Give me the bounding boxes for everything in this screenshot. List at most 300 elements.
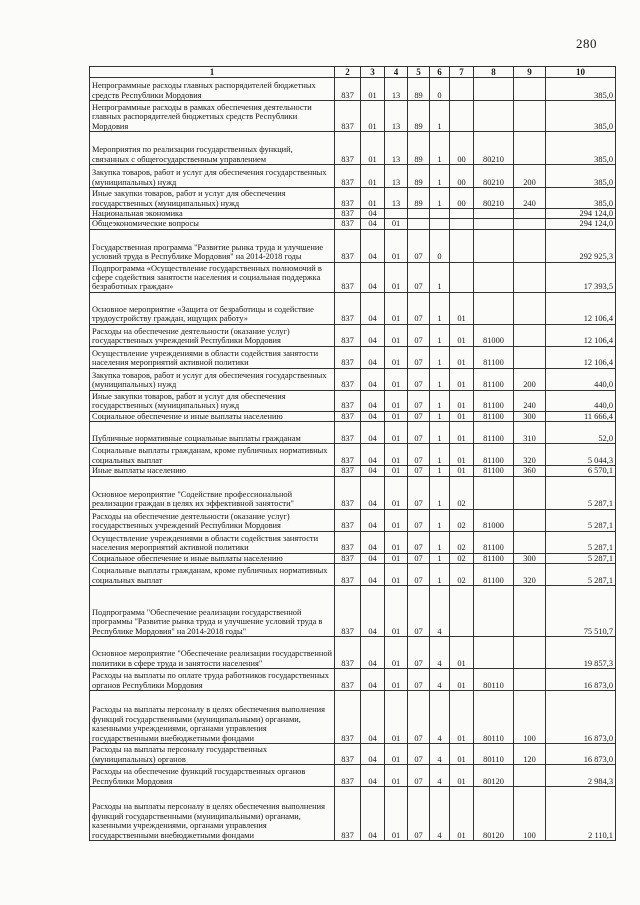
section-cell: 04 [361,209,385,219]
subprogram-cell: 1 [430,292,450,324]
amount-cell: 440,0 [546,390,616,411]
program-cell: 07 [408,466,430,476]
budget-table [89,66,616,841]
activity-cell [450,219,474,229]
row-name-cell: Закупка товаров, работ и услуг для обеспечения государственных (муниципальных) нужд [90,165,335,188]
subsection-cell: 01 [385,637,408,669]
program-cell: 07 [408,531,430,553]
row-name-cell: Осуществление учреждениями в области содействия занятости населения мероприятий активной политики [90,346,335,368]
grbs-cell: 837 [335,324,361,346]
subprogram-cell: 1 [430,346,450,368]
amount-cell: 12 106,4 [546,324,616,346]
activity-cell: 00 [450,188,474,209]
grbs-cell: 837 [335,422,361,444]
subprogram-cell: 4 [430,691,450,744]
row-name-cell: Основное мероприятие "Содействие профессиональной реализации граждан в целях их эффективной занятости" [90,476,335,509]
expense-type-cell: 310 [514,422,546,444]
grbs-cell: 837 [335,586,361,637]
section-cell: 04 [361,564,385,586]
table-row [90,346,616,368]
activity-cell: 01 [450,637,474,669]
grbs-cell: 837 [335,744,361,765]
direction-cell [474,586,514,637]
expense-type-cell [514,262,546,292]
section-cell: 04 [361,787,385,841]
expense-type-cell [514,209,546,219]
amount-cell: 385,0 [546,101,616,132]
table-row [90,531,616,553]
subsection-cell: 13 [385,188,408,209]
activity-cell: 01 [450,292,474,324]
amount-cell: 385,0 [546,188,616,209]
grbs-cell: 837 [335,411,361,421]
direction-cell: 80110 [474,744,514,765]
program-cell [408,219,430,229]
grbs-cell: 837 [335,509,361,531]
row-name-cell: Социальное обеспечение и иные выплаты населению [90,411,335,421]
expense-type-cell [514,219,546,229]
subsection-cell: 01 [385,390,408,411]
section-cell: 04 [361,219,385,229]
table-row [90,390,616,411]
section-cell: 04 [361,262,385,292]
expense-type-cell: 200 [514,368,546,390]
subprogram-cell: 1 [430,466,450,476]
section-cell: 04 [361,292,385,324]
table-row [90,476,616,509]
expense-type-cell [514,346,546,368]
direction-cell [474,219,514,229]
amount-cell: 19 857,3 [546,637,616,669]
subsection-cell: 13 [385,165,408,188]
program-cell: 07 [408,637,430,669]
subsection-cell: 01 [385,219,408,229]
subsection-cell: 01 [385,531,408,553]
expense-type-cell: 240 [514,188,546,209]
subsection-cell: 01 [385,509,408,531]
direction-cell: 81100 [474,553,514,563]
direction-cell: 80110 [474,691,514,744]
expense-type-cell [514,229,546,262]
table-row [90,292,616,324]
activity-cell: 01 [450,422,474,444]
activity-cell: 01 [450,324,474,346]
grbs-cell: 837 [335,209,361,219]
activity-cell: 01 [450,346,474,368]
amount-cell: 75 510,7 [546,586,616,637]
row-name-cell: Непрограммные расходы в рамках обеспечения деятельности главных распорядителей бюджетных средств Республики Мордовия [90,101,335,132]
amount-cell: 294 124,0 [546,219,616,229]
activity-cell [450,586,474,637]
subprogram-cell: 1 [430,101,450,132]
row-name-cell: Мероприятия по реализации государственных функций, связанных с общегосударственным управлением [90,132,335,165]
section-cell: 04 [361,368,385,390]
program-cell [408,209,430,219]
section-cell: 04 [361,444,385,466]
activity-cell: 01 [450,765,474,787]
grbs-cell: 837 [335,262,361,292]
table-row [90,422,616,444]
subprogram-cell: 0 [430,229,450,262]
table-row [90,765,616,787]
grbs-cell: 837 [335,553,361,563]
expense-type-cell [514,669,546,691]
section-cell: 04 [361,744,385,765]
program-cell: 07 [408,444,430,466]
activity-cell: 00 [450,132,474,165]
table-row [90,669,616,691]
header-cell: 9 [514,67,546,78]
program-cell: 07 [408,691,430,744]
table-body [90,78,616,841]
expense-type-cell [514,765,546,787]
grbs-cell: 837 [335,787,361,841]
section-cell: 01 [361,132,385,165]
direction-cell [474,101,514,132]
grbs-cell: 837 [335,476,361,509]
activity-cell: 01 [450,744,474,765]
expense-type-cell [514,132,546,165]
row-name-cell: Общеэкономические вопросы [90,219,335,229]
grbs-cell: 837 [335,292,361,324]
direction-cell: 81100 [474,466,514,476]
row-name-cell: Расходы на обеспечение деятельности (оказание услуг) государственных учреждений Республики Мордовия [90,324,335,346]
direction-cell: 81100 [474,531,514,553]
grbs-cell: 837 [335,531,361,553]
table-row [90,509,616,531]
subprogram-cell: 4 [430,586,450,637]
row-name-cell: Закупка товаров, работ и услуг для обеспечения государственных (муниципальных) нужд [90,368,335,390]
program-cell: 89 [408,188,430,209]
direction-cell: 81100 [474,422,514,444]
activity-cell: 01 [450,411,474,421]
table-row [90,411,616,421]
program-cell: 07 [408,411,430,421]
section-cell: 01 [361,165,385,188]
grbs-cell: 837 [335,444,361,466]
activity-cell [450,101,474,132]
direction-cell: 81100 [474,390,514,411]
row-name-cell: Расходы на выплаты по оплате труда работников государственных органов Республики Мордовия [90,669,335,691]
table-row [90,78,616,101]
section-cell: 04 [361,390,385,411]
direction-cell: 80210 [474,165,514,188]
program-cell: 07 [408,669,430,691]
section-cell: 04 [361,553,385,563]
expense-type-cell: 360 [514,466,546,476]
program-cell: 89 [408,78,430,101]
direction-cell: 81000 [474,509,514,531]
subprogram-cell: 4 [430,765,450,787]
section-cell: 04 [361,586,385,637]
row-name-cell: Расходы на обеспечение функций государственных органов Республики Мордовия [90,765,335,787]
activity-cell: 02 [450,476,474,509]
amount-cell: 2 110,1 [546,787,616,841]
section-cell: 04 [361,324,385,346]
section-cell: 04 [361,346,385,368]
grbs-cell: 837 [335,132,361,165]
expense-type-cell [514,476,546,509]
table-row [90,444,616,466]
row-name-cell: Публичные нормативные социальные выплаты гражданам [90,422,335,444]
row-name-cell: Непрограммные расходы главных распорядителей бюджетных средств Республики Мордовия [90,78,335,101]
table-row [90,188,616,209]
amount-cell: 6 570,1 [546,466,616,476]
expense-type-cell: 120 [514,744,546,765]
subsection-cell: 01 [385,586,408,637]
table-row [90,101,616,132]
subsection-cell: 01 [385,292,408,324]
program-cell: 89 [408,165,430,188]
section-cell: 04 [361,422,385,444]
activity-cell: 01 [450,466,474,476]
page-number: 280 [576,36,597,51]
activity-cell: 02 [450,553,474,563]
subsection-cell: 01 [385,466,408,476]
program-cell: 07 [408,346,430,368]
activity-cell: 00 [450,165,474,188]
program-cell: 07 [408,765,430,787]
subsection-cell: 01 [385,476,408,509]
subprogram-cell: 1 [430,411,450,421]
subsection-cell: 01 [385,553,408,563]
activity-cell: 01 [450,444,474,466]
subprogram-cell [430,209,450,219]
direction-cell: 81000 [474,324,514,346]
table-row [90,132,616,165]
row-name-cell: Расходы на обеспечение деятельности (оказание услуг) государственных учреждений Республики Мордовия [90,509,335,531]
subprogram-cell: 0 [430,78,450,101]
row-name-cell: Социальное обеспечение и иные выплаты населению [90,553,335,563]
expense-type-cell: 300 [514,553,546,563]
activity-cell [450,78,474,101]
grbs-cell: 837 [335,78,361,101]
direction-cell: 80210 [474,188,514,209]
subprogram-cell: 1 [430,531,450,553]
amount-cell: 16 873,0 [546,744,616,765]
activity-cell: 02 [450,564,474,586]
program-cell: 07 [408,476,430,509]
activity-cell: 01 [450,787,474,841]
row-name-cell: Иные закупки товаров, работ и услуг для обеспечения государственных (муниципальных) нужд [90,390,335,411]
amount-cell: 16 873,0 [546,669,616,691]
program-cell: 89 [408,101,430,132]
subsection-cell: 01 [385,669,408,691]
section-cell: 04 [361,476,385,509]
row-name-cell: Расходы на выплаты персоналу государственных (муниципальных) органов [90,744,335,765]
row-name-cell: Иные выплаты населению [90,466,335,476]
grbs-cell: 837 [335,691,361,744]
section-cell: 04 [361,466,385,476]
grbs-cell: 837 [335,368,361,390]
row-name-cell: Основное мероприятие "Обеспечение реализации государственной политики в сфере труда и занятости населения" [90,637,335,669]
subsection-cell: 01 [385,744,408,765]
header-row [90,67,616,78]
table-row [90,368,616,390]
row-name-cell: Осуществление учреждениями в области содействия занятости населения мероприятий активной политики [90,531,335,553]
subprogram-cell: 1 [430,422,450,444]
expense-type-cell: 240 [514,390,546,411]
subprogram-cell: 1 [430,444,450,466]
program-cell: 07 [408,744,430,765]
section-cell: 04 [361,531,385,553]
direction-cell [474,262,514,292]
header-cell: 4 [385,67,408,78]
row-name-cell: Национальная экономика [90,209,335,219]
grbs-cell: 837 [335,669,361,691]
expense-type-cell [514,531,546,553]
section-cell: 04 [361,669,385,691]
amount-cell: 2 984,3 [546,765,616,787]
table-row [90,262,616,292]
row-name-cell: Основное мероприятие «Защита от безработицы и содействие трудоустройству граждан, ищущих работу» [90,292,335,324]
amount-cell: 385,0 [546,165,616,188]
section-cell: 01 [361,101,385,132]
grbs-cell: 837 [335,390,361,411]
grbs-cell: 837 [335,765,361,787]
section-cell: 01 [361,78,385,101]
amount-cell: 5 287,1 [546,509,616,531]
program-cell: 07 [408,368,430,390]
amount-cell: 5 287,1 [546,531,616,553]
subsection-cell: 01 [385,444,408,466]
header-cell: 10 [546,67,616,78]
activity-cell: 02 [450,531,474,553]
subprogram-cell: 1 [430,132,450,165]
section-cell: 01 [361,188,385,209]
subsection-cell: 01 [385,368,408,390]
row-name-cell: Подпрограмма "Обеспечение реализации государственной программы "Развитие рынка труда и улучшение условий труда в Республике Мордовия" на 2014-2018 годы" [90,586,335,637]
activity-cell: 01 [450,368,474,390]
subprogram-cell: 1 [430,476,450,509]
program-cell: 07 [408,262,430,292]
subsection-cell: 01 [385,262,408,292]
subsection-cell: 01 [385,346,408,368]
subsection-cell: 01 [385,564,408,586]
grbs-cell: 837 [335,219,361,229]
grbs-cell: 837 [335,165,361,188]
table-row [90,787,616,841]
row-name-cell: Государственная программа "Развитие рынка труда и улучшение условий труда в Республике Мордовия" на 2014-2018 годы [90,229,335,262]
table-row [90,553,616,563]
direction-cell: 81100 [474,444,514,466]
row-name-cell: Социальные выплаты гражданам, кроме публичных нормативных социальных выплат [90,444,335,466]
amount-cell: 5 287,1 [546,564,616,586]
amount-cell: 5 287,1 [546,553,616,563]
subprogram-cell [430,219,450,229]
expense-type-cell [514,509,546,531]
section-cell: 04 [361,229,385,262]
table-row [90,564,616,586]
subprogram-cell: 1 [430,165,450,188]
amount-cell: 12 106,4 [546,292,616,324]
row-name-cell: Подпрограмма «Осуществление государственных полномочий в сфере содействия занятости населения и социальная поддержка безработных граждан» [90,262,335,292]
activity-cell: 01 [450,390,474,411]
amount-cell: 52,0 [546,422,616,444]
subsection-cell: 01 [385,691,408,744]
table-row [90,219,616,229]
subprogram-cell: 1 [430,262,450,292]
grbs-cell: 837 [335,188,361,209]
expense-type-cell: 320 [514,564,546,586]
table-row [90,229,616,262]
header-cell: 8 [474,67,514,78]
amount-cell: 12 106,4 [546,346,616,368]
subsection-cell: 01 [385,422,408,444]
direction-cell: 81100 [474,346,514,368]
subprogram-cell: 4 [430,669,450,691]
expense-type-cell: 200 [514,165,546,188]
subprogram-cell: 4 [430,637,450,669]
subprogram-cell: 1 [430,553,450,563]
table-row [90,691,616,744]
table-row [90,744,616,765]
table-row [90,637,616,669]
direction-cell [474,476,514,509]
header-cell: 6 [430,67,450,78]
header-cell: 1 [90,67,335,78]
table-row [90,165,616,188]
program-cell: 07 [408,586,430,637]
direction-cell [474,78,514,101]
grbs-cell: 837 [335,101,361,132]
direction-cell [474,229,514,262]
grbs-cell: 837 [335,564,361,586]
program-cell: 07 [408,390,430,411]
program-cell: 07 [408,509,430,531]
grbs-cell: 837 [335,346,361,368]
subprogram-cell: 1 [430,188,450,209]
grbs-cell: 837 [335,466,361,476]
expense-type-cell [514,637,546,669]
row-name-cell: Расходы на выплаты персоналу в целях обеспечения выполнения функций государственными (муниципальными) органами, казенными учреждениями, органами управления государственными внебюджетными фондами [90,787,335,841]
header-cell: 7 [450,67,474,78]
grbs-cell: 837 [335,637,361,669]
section-cell: 04 [361,691,385,744]
subsection-cell: 13 [385,132,408,165]
amount-cell: 5 287,1 [546,476,616,509]
table-row [90,466,616,476]
program-cell: 07 [408,564,430,586]
direction-cell: 81100 [474,564,514,586]
expense-type-cell [514,586,546,637]
direction-cell [474,292,514,324]
row-name-cell: Социальные выплаты гражданам, кроме публичных нормативных социальных выплат [90,564,335,586]
subprogram-cell: 1 [430,509,450,531]
section-cell: 04 [361,637,385,669]
subsection-cell [385,209,408,219]
subsection-cell: 13 [385,78,408,101]
expense-type-cell: 100 [514,787,546,841]
header-cell: 2 [335,67,361,78]
table-row [90,586,616,637]
direction-cell [474,637,514,669]
program-cell: 07 [408,422,430,444]
expense-type-cell [514,101,546,132]
program-cell: 07 [408,324,430,346]
activity-cell: 02 [450,509,474,531]
section-cell: 04 [361,765,385,787]
subsection-cell: 01 [385,229,408,262]
amount-cell: 294 124,0 [546,209,616,219]
subsection-cell: 01 [385,411,408,421]
amount-cell: 17 393,5 [546,262,616,292]
subprogram-cell: 1 [430,390,450,411]
direction-cell: 80110 [474,669,514,691]
header-cell: 5 [408,67,430,78]
direction-cell: 81100 [474,368,514,390]
subprogram-cell: 1 [430,368,450,390]
